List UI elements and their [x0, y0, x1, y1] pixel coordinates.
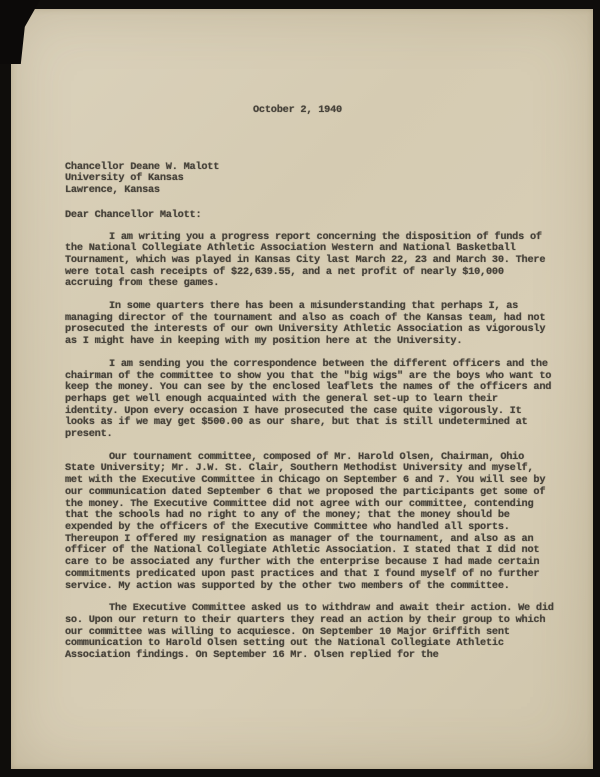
letter-paragraph: I am writing you a progress report concerning the disposition of funds of the National Collegiate Athletic Association Western and National Basketball Tournament, which was played in Kansas City last March 22, 23 and March 30. There were total cash receipts of $22,639.55, and a net profit of nearly $10,000 accruing from these games.: [65, 230, 546, 290]
recipient-city: Lawrence, Kansas: [65, 184, 160, 197]
letter-date: October 2, 1940: [253, 104, 342, 116]
letter-body: [65, 105, 557, 673]
letter-paragraph: The Executive Committee asked us to withdraw and await their action. We did so. Upon our return to their quarters they read an action by their group to which our committee was willing to acquiesce. On September 10 Major Griffith sent communication to Harold Olsen setting out the National Collegiate Athletic Association findings. On September 16 Mr. Olsen replied for the: [65, 602, 554, 662]
recipient-address-block: [65, 162, 557, 197]
salutation: Dear Chancellor Malott:: [65, 208, 202, 221]
recipient-name: Chancellor Deane W. Malott: [65, 160, 220, 173]
letter-paper: [11, 9, 593, 769]
letter-paragraph: Our tournament committee, composed of Mr. Harold Olsen, Chairman, Ohio State University; Mr. J.W. St. Clair, Southern Methodist University and myself, met with the Executive Committee in Chicago on September 6 and 7. You will see by our communication dated September 6 that we proposed the participants get some of the money. The Executive Committee did not agree with our committee, contending that the schools had no right to any of the money; that the money should be expended by the officers of the Executive Committee who handled all sports. Thereupon I offered my resignation as manager of the tournament, and also as an officer of the National Collegiate Athletic Association. I stated that I did not care to be associated any further with the enterprise because I had made certain commitments predicated upon past practices and that I found myself of no further service. My action was supported by the other two members of the committee.: [65, 450, 546, 592]
letter-paragraph: In some quarters there has been a misunderstanding that perhaps I, as managing director of the tournament and also as coach of the Kansas team, had not prosecuted the interests of our own University Athletic Association as vigorously as I might have in keeping with my position here at the University.: [65, 300, 546, 348]
recipient-institution: University of Kansas: [65, 172, 184, 185]
letter-paragraph: I am sending you the correspondence between the different officers and the chairman of the committee to show you that the "big wigs" are the boys who want to keep the money. You can see by the enclosed leaflets the names of the officers and perhaps get well enough acquainted with the general set-up to learn their identity. Upon every occasion I have prosecuted the case quite vigorously. It looks as if we may get $500.00 as our share, but that is still undetermined at present.: [65, 357, 552, 441]
